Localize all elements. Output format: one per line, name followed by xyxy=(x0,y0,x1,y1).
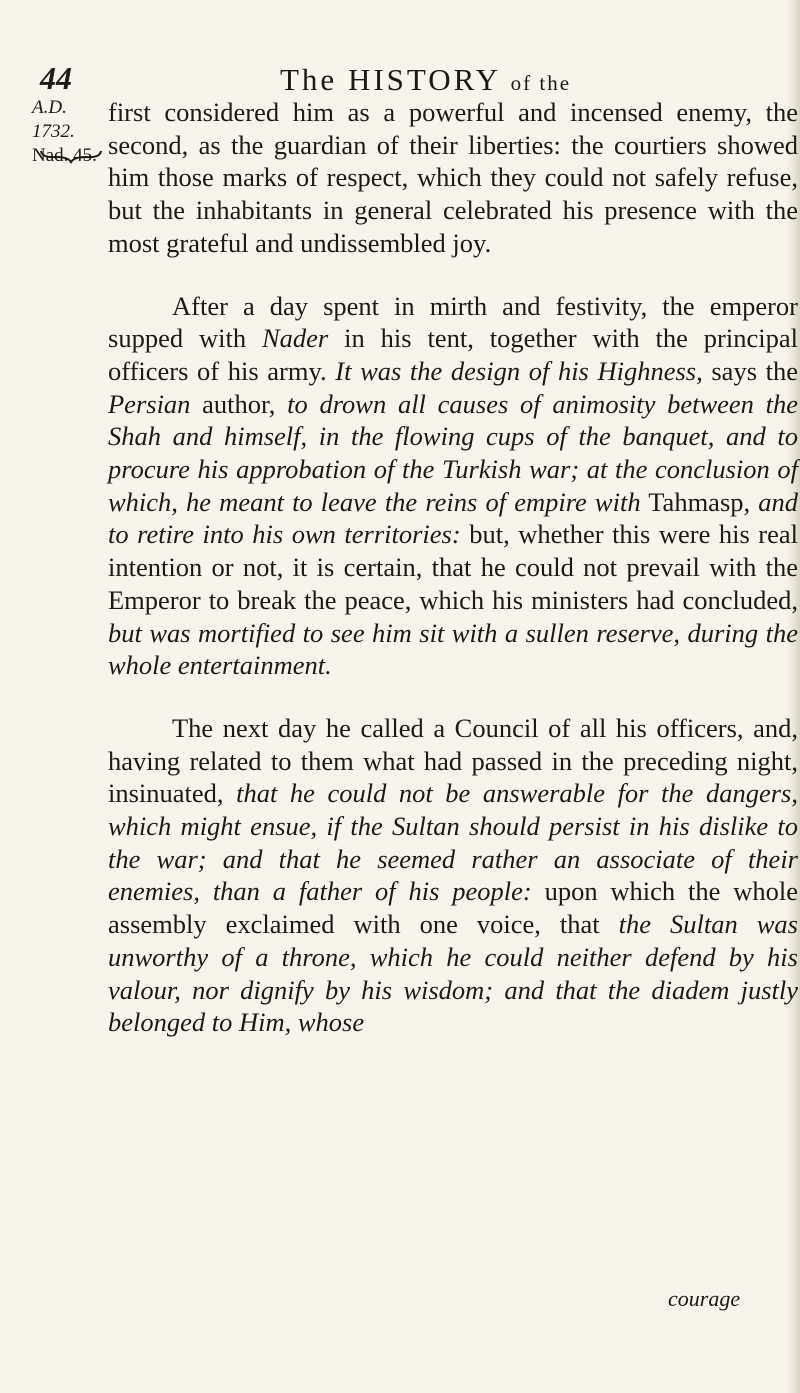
running-header xyxy=(40,60,760,100)
text-run: Persian xyxy=(108,388,191,419)
text-run: first considered him as a powerful and incensed enemy, the second, as the guardian of their liberties: the courtiers showed him those marks of respect, which they could not safely refuse, but the inhabitants in general celebrated his presence with the most grateful and undissembled joy. xyxy=(108,97,798,258)
text-run: Tahmasp, xyxy=(640,486,759,517)
text-run: but was mortified to see him sit with a sullen reserve, during the whole entertainment. xyxy=(108,617,798,681)
paragraph-2 xyxy=(108,290,798,682)
text-run: Nader xyxy=(262,323,329,354)
running-title-main: The HISTORY xyxy=(280,62,500,97)
text-run: After a day spent in mirth and festivity, the emperor supped with xyxy=(108,290,798,354)
text-run: in his tent, together with the principal officers of his army. xyxy=(108,323,798,386)
running-title-small: of the xyxy=(510,71,572,95)
text-run xyxy=(207,844,223,874)
paragraph-3 xyxy=(108,712,798,1039)
text-run: author, xyxy=(190,388,288,419)
text-run: says the xyxy=(702,355,798,386)
text-run: that he could not be answerable for the dangers, which might ensue, if the Sultan should persist in his dislike to the war; xyxy=(108,778,798,874)
margin-nadir-year: Nad. 45. xyxy=(32,145,97,166)
text-run: and to retire into his own territories: xyxy=(108,486,799,550)
text-run: to drown all causes of animosity between the Shah and himself, in the flowing cups of the banquet, and to procure his approbation of the Turkish war; at the conclusion of which, he meant to leave the reins of empire with xyxy=(108,388,798,517)
paragraph-1 xyxy=(108,96,798,260)
text-run: upon which the whole assembly exclaimed with one voice, that xyxy=(108,876,798,940)
text-run: It was the design of his Highness, xyxy=(335,355,703,386)
body-text xyxy=(108,96,798,1039)
margin-year: A.D. 1732. xyxy=(32,97,75,142)
running-title xyxy=(280,62,571,98)
brace-icon xyxy=(40,148,102,164)
text-run: The next day he called a Council of all his officers, and, having related to them what had passed in the preceding night, insinuated, xyxy=(108,712,798,809)
catchword: courage xyxy=(668,1286,741,1311)
text-run: the Sultan was unworthy of a throne, which he could neither defend by his valour, nor dignify by his wisdom; and that the diadem justly belonged to Him, whose xyxy=(108,909,798,1038)
text-run: and that he seemed rather an associate of their enemies, than a father of his people: xyxy=(108,843,798,907)
page-number: 44 xyxy=(40,60,72,96)
text-run: but, whether this were his real intention or not, it is certain, that he could not prevail with the Emperor to break the peace, which his ministers had concluded, xyxy=(108,519,799,615)
